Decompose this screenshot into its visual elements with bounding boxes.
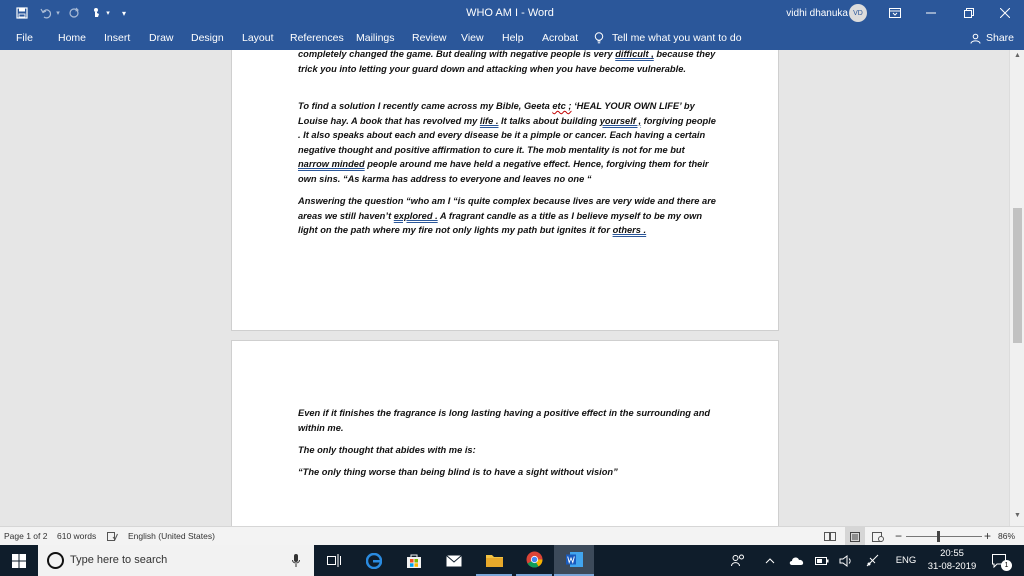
tab-acrobat[interactable]: Acrobat xyxy=(542,32,579,44)
windows-taskbar xyxy=(0,545,1024,576)
people-icon[interactable] xyxy=(726,545,750,576)
tab-mailings[interactable]: Mailings xyxy=(356,32,395,44)
share-icon[interactable] xyxy=(970,26,981,50)
microphone-icon[interactable] xyxy=(292,554,300,572)
store-icon[interactable] xyxy=(396,545,432,576)
share-button[interactable]: Share xyxy=(986,32,1015,44)
language[interactable]: English (United States) xyxy=(128,531,215,541)
proofing-icon[interactable] xyxy=(107,527,118,546)
windows-start-icon[interactable] xyxy=(0,545,38,576)
ribbon-display-options-icon[interactable] xyxy=(884,0,906,26)
close-button[interactable] xyxy=(990,0,1020,26)
tab-layout[interactable]: Layout xyxy=(242,32,274,44)
file-explorer-icon[interactable] xyxy=(476,545,512,576)
notification-badge: 1 xyxy=(1001,560,1012,571)
redo-icon[interactable] xyxy=(66,0,82,26)
input-language[interactable]: ENG xyxy=(895,555,917,566)
clock-date: 31-08-2019 xyxy=(927,561,977,572)
avatar-initials: VD xyxy=(849,4,867,22)
scroll-thumb[interactable] xyxy=(1013,208,1022,343)
zoom-level[interactable]: 86% xyxy=(998,531,1016,541)
lightbulb-icon xyxy=(594,26,604,50)
vertical-scrollbar[interactable] xyxy=(1009,50,1024,526)
user-name[interactable]: vidhi dhanuka xyxy=(786,7,848,19)
clock[interactable] xyxy=(922,547,982,573)
scroll-down-arrow[interactable]: ▼ xyxy=(1014,512,1021,519)
page-count[interactable]: Page 1 of 2 xyxy=(4,531,48,541)
status-bar xyxy=(0,526,1024,546)
print-layout-icon[interactable] xyxy=(845,527,865,546)
cortana-icon xyxy=(47,552,64,569)
document-area[interactable] xyxy=(0,50,1009,526)
paragraph-1: completely changed the game. But dealing with negative people is very difficult , because they trick you into letting your guard down and attacking when you have become vulnerable. xyxy=(298,50,716,74)
avatar[interactable] xyxy=(848,0,868,26)
word-count[interactable]: 610 words xyxy=(57,531,97,541)
tab-references[interactable]: References xyxy=(290,32,344,44)
undo-icon[interactable] xyxy=(38,0,54,26)
tab-insert[interactable]: Insert xyxy=(104,32,131,44)
scroll-up-arrow[interactable]: ▲ xyxy=(1014,52,1021,59)
clock-time: 20:55 xyxy=(940,548,964,559)
paragraph-5: The only thought that abides with me is: xyxy=(298,445,476,455)
tab-file[interactable]: File xyxy=(16,32,33,44)
tab-help[interactable]: Help xyxy=(502,32,524,44)
paragraph-3: Answering the question “who am I “is quite complex because lives are very wide and there are areas we still haven’t explored . A fragrant candle as a title as I believe myself to be my own light on the path where my fire not only lights my path but ignites it for others . xyxy=(298,196,716,236)
tab-review[interactable]: Review xyxy=(412,32,447,44)
tab-view[interactable]: View xyxy=(461,32,484,44)
task-view-icon[interactable] xyxy=(316,545,352,576)
network-icon[interactable] xyxy=(862,545,882,576)
word-app-icon[interactable] xyxy=(554,545,594,576)
minimize-button[interactable] xyxy=(916,0,946,26)
tab-home[interactable]: Home xyxy=(58,32,87,44)
taskbar-search-box[interactable] xyxy=(38,545,314,576)
document-page-2[interactable] xyxy=(231,340,779,526)
ribbon-tabs xyxy=(0,26,1024,50)
show-hidden-icons-chevron[interactable] xyxy=(762,545,778,576)
volume-icon[interactable] xyxy=(836,545,856,576)
paragraph-6: “The only thing worse than being blind is to have a sight without vision” xyxy=(298,467,618,477)
paragraph-4: Even if it finishes the fragrance is long lasting having a positive effect in the surrounding and within me. xyxy=(298,408,711,433)
tell-me-search[interactable]: Tell me what you want to do xyxy=(612,32,742,44)
edge-browser-icon[interactable] xyxy=(356,545,392,576)
mail-icon[interactable] xyxy=(436,545,472,576)
customize-qat-icon[interactable]: ▾ xyxy=(121,8,126,18)
document-page-1[interactable] xyxy=(231,50,779,331)
touch-mode-icon[interactable] xyxy=(88,0,104,26)
restore-button[interactable] xyxy=(954,0,984,26)
window-title: WHO AM I - Word xyxy=(466,7,554,19)
undo-dropdown-icon[interactable]: ▾ xyxy=(56,10,60,17)
zoom-in-button[interactable]: + xyxy=(984,529,992,543)
taskbar-search-placeholder: Type here to search xyxy=(70,554,168,566)
touch-dropdown-icon[interactable]: ▾ xyxy=(106,10,110,17)
zoom-out-button[interactable]: − xyxy=(895,529,903,543)
web-layout-icon[interactable] xyxy=(872,527,884,546)
save-icon[interactable] xyxy=(12,0,32,26)
read-mode-icon[interactable] xyxy=(824,527,836,546)
tab-design[interactable]: Design xyxy=(191,32,224,44)
battery-icon[interactable] xyxy=(812,545,832,576)
onedrive-icon[interactable] xyxy=(786,545,808,576)
tab-draw[interactable]: Draw xyxy=(149,32,174,44)
zoom-slider-thumb[interactable] xyxy=(937,531,940,542)
chrome-icon[interactable] xyxy=(516,545,552,576)
zoom-slider[interactable] xyxy=(906,536,982,537)
paragraph-2: To find a solution I recently came across my Bible, Geeta etc ; ‘HEAL YOUR OWN LIFE’ by Louise hay. A book that has revolved my life . It talks about building yourself , forgiving people . It also speaks about each and every disease be it a pimple or cancer. Each having a certain negative thought and positive affirmation to cure it. The mob mentality is not for me but narrow minded people around me have held a negative effect. Hence, forgiving them for their own sins. “As karma has address to everyone and leaves no one “ xyxy=(298,101,716,184)
title-bar xyxy=(0,0,1024,26)
